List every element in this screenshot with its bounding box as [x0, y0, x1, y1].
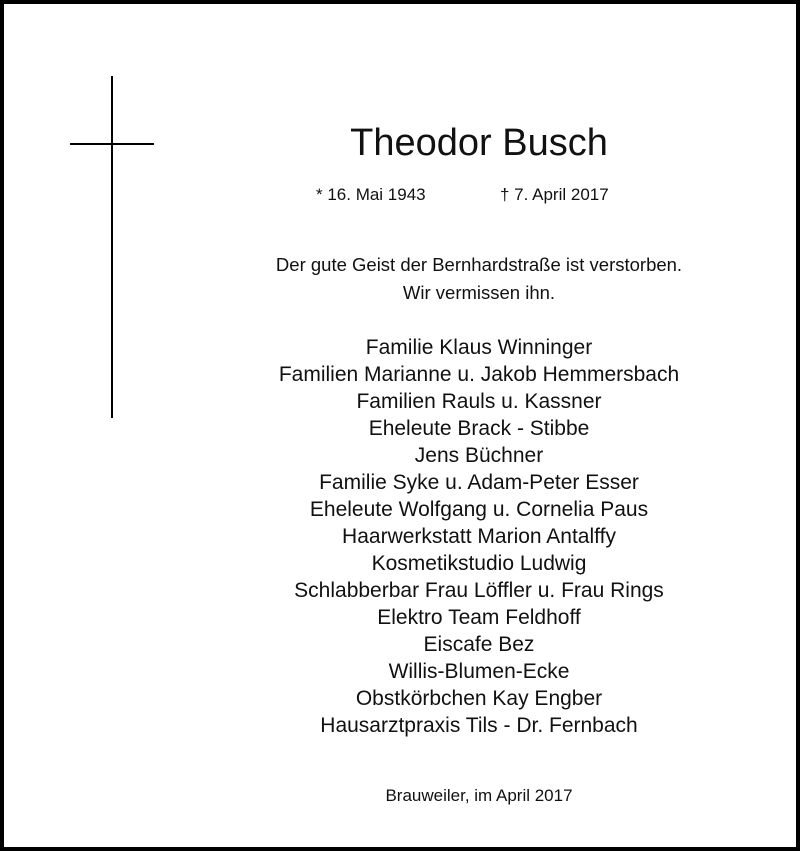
mourner-entry: Willis-Blumen-Ecke — [388, 660, 570, 683]
memorial-message — [224, 251, 734, 307]
birth-date: * 16. Mai 1943 — [316, 185, 426, 204]
mourner-entry: Familie Syke u. Adam-Peter Esser — [319, 471, 639, 494]
cross-vertical-bar — [111, 76, 113, 418]
death-date: † 7. April 2017 — [500, 185, 609, 204]
mourner-entry: Schlabberbar Frau Löffler u. Frau Rings — [294, 579, 664, 602]
mourner-entry: Hausarztpraxis Tils - Dr. Fernbach — [320, 714, 638, 737]
mourners-list — [224, 334, 734, 739]
mourner-entry: Elektro Team Feldhoff — [377, 606, 581, 629]
mourner-entry: Haarwerkstatt Marion Antalffy — [342, 525, 616, 548]
cross-icon — [70, 76, 154, 418]
mourner-entry: Familie Klaus Winninger — [365, 336, 593, 359]
deceased-name: Theodor Busch — [350, 122, 608, 164]
memorial-message-line: Wir vermissen ihn. — [402, 282, 556, 303]
mourner-entry: Familien Rauls u. Kassner — [356, 390, 602, 413]
memorial-message-line: Der gute Geist der Bernhardstraße ist verstorben. — [275, 254, 683, 275]
place-and-date: Brauweiler, im April 2017 — [385, 786, 573, 805]
mourner-entry: Familien Marianne u. Jakob Hemmersbach — [278, 363, 680, 386]
mourner-entry: Jens Büchner — [414, 444, 544, 467]
mourner-entry: Obstkörbchen Kay Engber — [355, 687, 603, 710]
mourner-entry: Kosmetikstudio Ludwig — [371, 552, 587, 575]
mourner-entry: Eheleute Brack - Stibbe — [368, 417, 590, 440]
cross-horizontal-bar — [70, 143, 154, 145]
mourner-entry: Eiscafe Bez — [423, 633, 535, 656]
mourner-entry: Eheleute Wolfgang u. Cornelia Paus — [309, 498, 649, 521]
